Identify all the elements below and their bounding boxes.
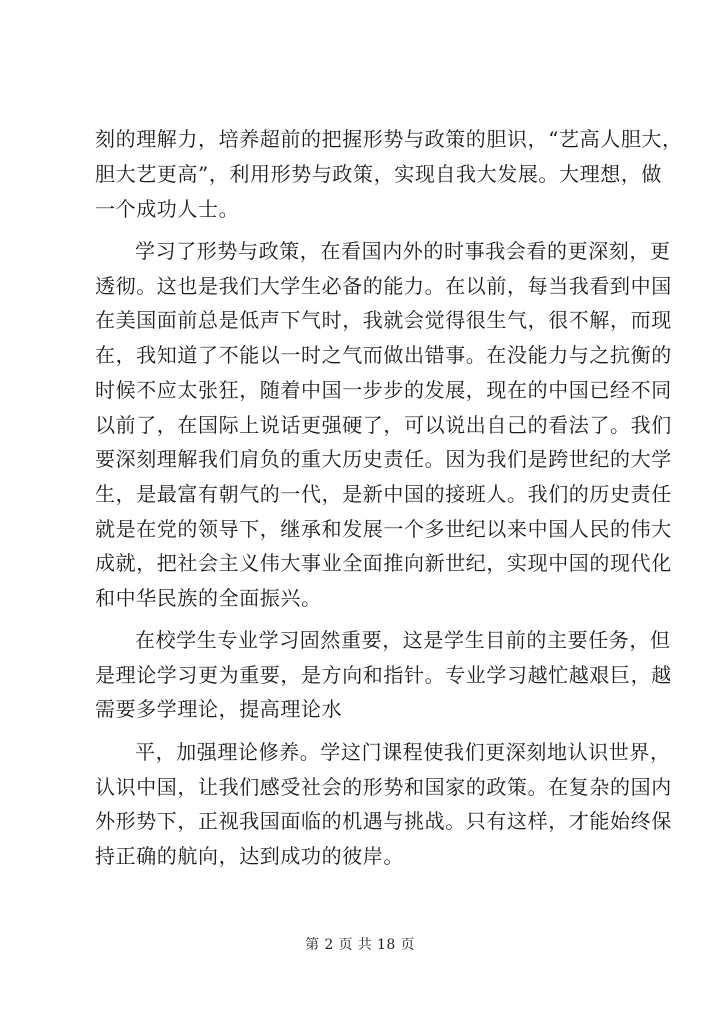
text-line: 是理论学习更为重要，是方向和指针。专业学习越忙越艰巨，越: [95, 663, 672, 687]
text-line: 生，是最富有朝气的一代，是新中国的接班人。我们的历史责任: [95, 482, 672, 506]
text-line: 以前了，在国际上说话更强硬了，可以说出自己的看法了。我们: [95, 413, 672, 437]
text-line: 平，加强理论修养。学这门课程使我们更深刻地认识世界，: [135, 740, 671, 764]
text-line: 认识中国，让我们感受社会的形势和国家的政策。在复杂的国内: [95, 775, 672, 799]
text-line: 就是在党的领导下，继承和发展一个多世纪以来中国人民的伟大: [95, 517, 672, 541]
text-line: 在，我知道了不能以一时之气而做出错事。在没能力与之抗衡的: [95, 343, 672, 367]
text-line: 透彻。这也是我们大学生必备的能力。在以前，每当我看到中国: [95, 274, 672, 298]
text-line: 在校学生专业学习固然重要，这是学生目前的主要任务，但: [135, 628, 671, 652]
text-line: 持正确的航向，达到成功的彼岸。: [95, 844, 404, 868]
text-line: 刻的理解力，培养超前的把握形势与政策的胆识，“艺高人胆大，: [95, 127, 683, 151]
text-line: 需要多学理论，提高理论水: [95, 697, 343, 721]
text-line: 要深刻理解我们肩负的重大历史责任。因为我们是跨世纪的大学: [95, 447, 672, 471]
text-line: 一个成功人士。: [95, 197, 240, 221]
text-line: 时候不应太张狂，随着中国一步步的发展，现在的中国已经不同: [95, 378, 672, 402]
text-line: 学习了形势与政策，在看国内外的时事我会看的更深刻，更: [135, 239, 671, 263]
text-line: 在美国面前总是低声下气时，我就会觉得很生气，很不解，而现: [95, 308, 672, 332]
text-line: 胆大艺更高”，利用形势与政策，实现自我大发展。大理想，做: [95, 162, 663, 186]
text-line: 和中华民族的全面振兴。: [95, 586, 322, 610]
page-number: 第 2 页 共 18 页: [305, 937, 415, 953]
text-line: 成就，把社会主义伟大事业全面推向新世纪，实现中国的现代化: [95, 551, 672, 575]
text-line: 外形势下，正视我国面临的机遇与挑战。只有这样，才能始终保: [95, 809, 672, 833]
